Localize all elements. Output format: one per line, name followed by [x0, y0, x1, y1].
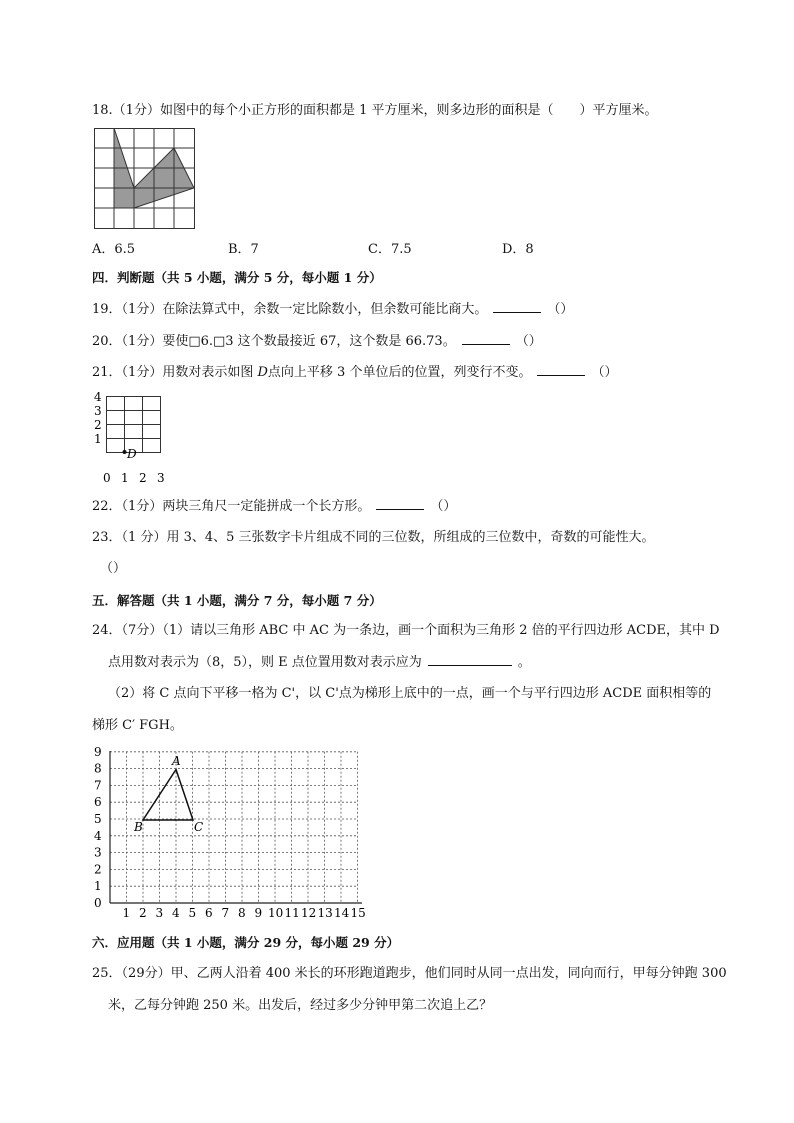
- q24-label-a: A: [172, 754, 181, 768]
- q24-x-tick: 3: [155, 906, 164, 920]
- q21-x-tick: 2: [139, 471, 147, 485]
- q24-x-tick: 15: [350, 906, 366, 920]
- q21-x-tick: 0: [103, 471, 111, 485]
- q24-x-tick: 14: [334, 906, 350, 920]
- q24-line2-end: 。: [517, 655, 531, 670]
- q19-paren: （）: [547, 302, 574, 317]
- q24-x-tick: 11: [284, 906, 300, 920]
- q24-y-tick: 2: [94, 862, 102, 877]
- section-4-heading: 四．判断题（共 5 小题，满分 5 分，每小题 1 分）: [92, 270, 382, 285]
- q19-answer-blank[interactable]: [493, 301, 541, 313]
- q23-paren[interactable]: （）: [100, 561, 127, 576]
- q20-answer-blank[interactable]: [462, 333, 510, 345]
- q24-x-tick: 4: [172, 906, 180, 920]
- q24-y-tick: 6: [94, 795, 102, 810]
- q24-x-tick: 10: [268, 906, 284, 920]
- q24-y-tick: 5: [94, 812, 102, 826]
- q21-point-d-label: D: [127, 447, 137, 461]
- q24-line4: 梯形 C′ FGH。: [92, 718, 183, 733]
- q22: [92, 498, 456, 515]
- q21-answer-blank[interactable]: [537, 364, 585, 376]
- q24-line1: 24．（7分）（1）请以三角形 ABC 中 AC 为一条边，画一个面积为三角形 2 倍的平行四边形 ACDE，其中 D: [92, 623, 720, 638]
- q22-text: 22．（1分）两块三角尺一定能拼成一个长方形。: [92, 499, 371, 514]
- q18-option-c[interactable]: C．7.5: [368, 242, 412, 257]
- q21: [92, 364, 617, 381]
- q21-grid: [106, 396, 161, 453]
- q24-x-tick: 9: [254, 906, 263, 920]
- q21-grid-figure: [90, 388, 180, 486]
- q20-paren: （）: [515, 334, 542, 349]
- q24-triangle-abc: [143, 770, 193, 821]
- q21-paren: （）: [591, 365, 618, 380]
- q22-paren: （）: [430, 499, 457, 514]
- q21-text-post: 点向上平移 3 个单位后的位置，列变行不变。: [267, 365, 532, 380]
- q24-x-ticks: [123, 906, 366, 920]
- q19-text: 19．（1分）在除法算式中，余数一定比除数小，但余数可能比商大。: [92, 302, 488, 317]
- q24-y-tick: 7: [94, 778, 102, 793]
- q24-y-tick: 4: [94, 828, 102, 843]
- q21-y-tick: 4: [94, 390, 102, 404]
- q24-y-tick: 1: [94, 879, 102, 894]
- q18-option-d[interactable]: D．8: [502, 242, 534, 257]
- q24-x-tick: 5: [188, 906, 197, 920]
- q24-line3: （2）将 C 点向下平移一格为 C'，以 C'点为梯形上底中的一点，画一个与平行四边形 ACDE 面积相等的: [108, 686, 712, 701]
- q18-grid-figure: [94, 128, 198, 232]
- q19: [92, 301, 573, 318]
- q22-answer-blank[interactable]: [376, 498, 424, 510]
- q24-y-tick: 9: [94, 746, 102, 759]
- q20: [92, 333, 542, 350]
- q24-y-tick: 0: [94, 896, 102, 910]
- q24-x-tick: 2: [139, 906, 147, 920]
- q25-line1: 25．（29分）甲、乙两人沿着 400 米长的环形跑道跑步，他们同时从同一点出发，同向而行，甲每分钟跑 300: [92, 966, 727, 981]
- q24-x-tick: 8: [238, 906, 246, 920]
- q24-dashed-grid: [110, 752, 358, 903]
- q21-y-tick: 2: [94, 418, 102, 432]
- q24-line2: [108, 654, 531, 671]
- section-5-heading: 五．解答题（共 1 小题，满分 7 分，每小题 7 分）: [92, 593, 382, 608]
- q24-y-tick: 3: [94, 845, 102, 860]
- q18-text: 18.（1分）如图中的每个小正方形的面积都是 1 平方厘米，则多边形的面积是（ ）平方厘米。: [92, 103, 658, 118]
- q20-text: 20．（1分）要使□6.□3 这个数最接近 67，这个数是 66.73。: [92, 334, 456, 349]
- q21-y-tick: 1: [94, 432, 102, 446]
- q24-line2-text: 点用数对表示为（8，5），则 E 点位置用数对表示应为: [108, 655, 422, 670]
- q24-x-tick: 12: [301, 906, 317, 920]
- q24-label-c: C: [194, 820, 204, 834]
- q24-label-b: B: [134, 820, 143, 834]
- q24-answer-blank[interactable]: [428, 654, 512, 666]
- q24-y-ticks: [94, 746, 102, 910]
- q21-point-label: D: [257, 365, 268, 380]
- q21-x-tick: 3: [157, 471, 165, 485]
- q24-x-tick: 7: [221, 906, 230, 920]
- q21-y-tick: 3: [94, 404, 102, 418]
- q21-x-tick: 1: [121, 471, 129, 485]
- q21-point-d: [123, 450, 127, 454]
- q24-x-tick: 1: [122, 906, 131, 920]
- q24-grid-figure: [86, 746, 376, 922]
- q23-text: 23．（1 分）用 3、4、5 三张数字卡片组成不同的三位数，所组成的三位数中，奇数的可能性大。: [92, 530, 655, 545]
- q24-x-tick: 13: [317, 906, 333, 920]
- q24-y-tick: 8: [94, 761, 102, 776]
- q21-text-pre: 21．（1分）用数对表示如图: [92, 365, 254, 380]
- q25-line2: 米，乙每分钟跑 250 米。出发后，经过多少分钟甲第二次追上乙？: [108, 998, 493, 1013]
- section-6-heading: 六．应用题（共 1 小题，满分 29 分，每小题 29 分）: [92, 935, 400, 950]
- q24-x-tick: 6: [205, 906, 213, 920]
- q18-option-a[interactable]: A．6.5: [92, 242, 136, 257]
- q18-option-b[interactable]: B．7: [228, 242, 259, 257]
